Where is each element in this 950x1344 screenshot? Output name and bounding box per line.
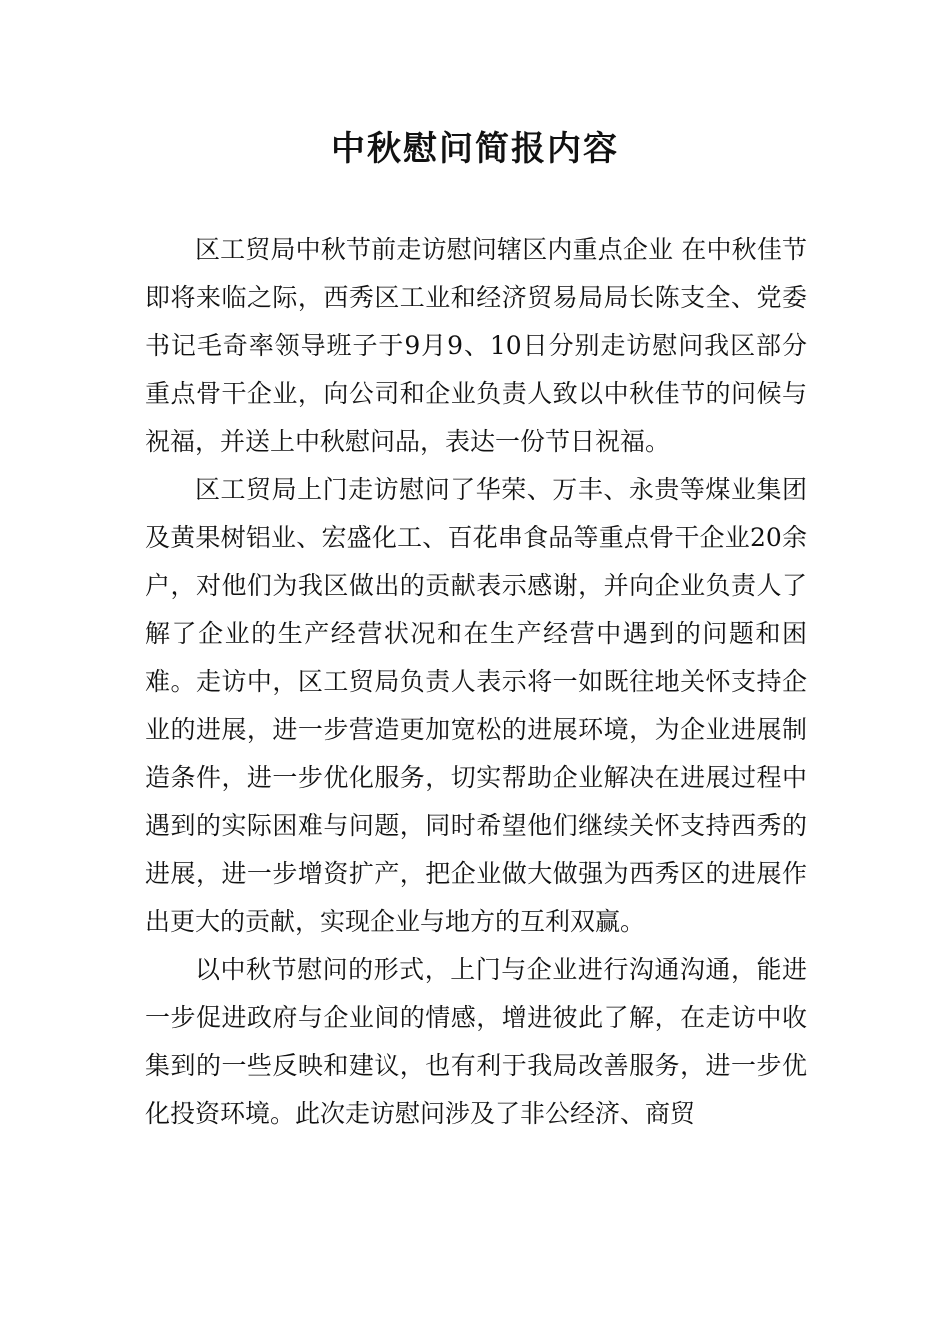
paragraph-1: 区工贸局中秋节前走访慰问辖区内重点企业 在中秋佳节即将来临之际，西秀区工业和经济贸易局局长陈支全、党委书记毛奇率领导班子于9月9、10日分别走访慰问我区部分重点骨干企业，向公司和企业负责人致以中秋佳节的问候与祝福，并送上中秋慰问品，表达一份节日祝福。 <box>145 235 807 456</box>
paragraph-3: 以中秋节慰问的形式，上门与企业进行沟通沟通，能进一步促进政府与企业间的情感，增进彼此了解，在走访中收集到的一些反映和建议，也有利于我局改善服务，进一步优化投资环境。此次走访慰问涉及了非公经济、商贸 <box>145 955 807 1128</box>
document-title: 中秋慰问简报内容 <box>331 129 619 169</box>
document-body <box>145 226 807 1138</box>
paragraph-2: 区工贸局上门走访慰问了华荣、万丰、永贵等煤业集团及黄果树铝业、宏盛化工、百花串食品等重点骨干企业20余户，对他们为我区做出的贡献表示感谢，并向企业负责人了解了企业的生产经营状况和在生产经营中遇到的问题和困难。走访中，区工贸局负责人表示将一如既往地关怀支持企业的进展，进一步营造更加宽松的进展环境，为企业进展制造条件，进一步优化服务，切实帮助企业解决在进展过程中遇到的实际困难与问题，同时希望他们继续关怀支持西秀的进展，进一步增资扩产，把企业做大做强为西秀区的进展作出更大的贡献，实现企业与地方的互利双赢。 <box>145 475 807 936</box>
